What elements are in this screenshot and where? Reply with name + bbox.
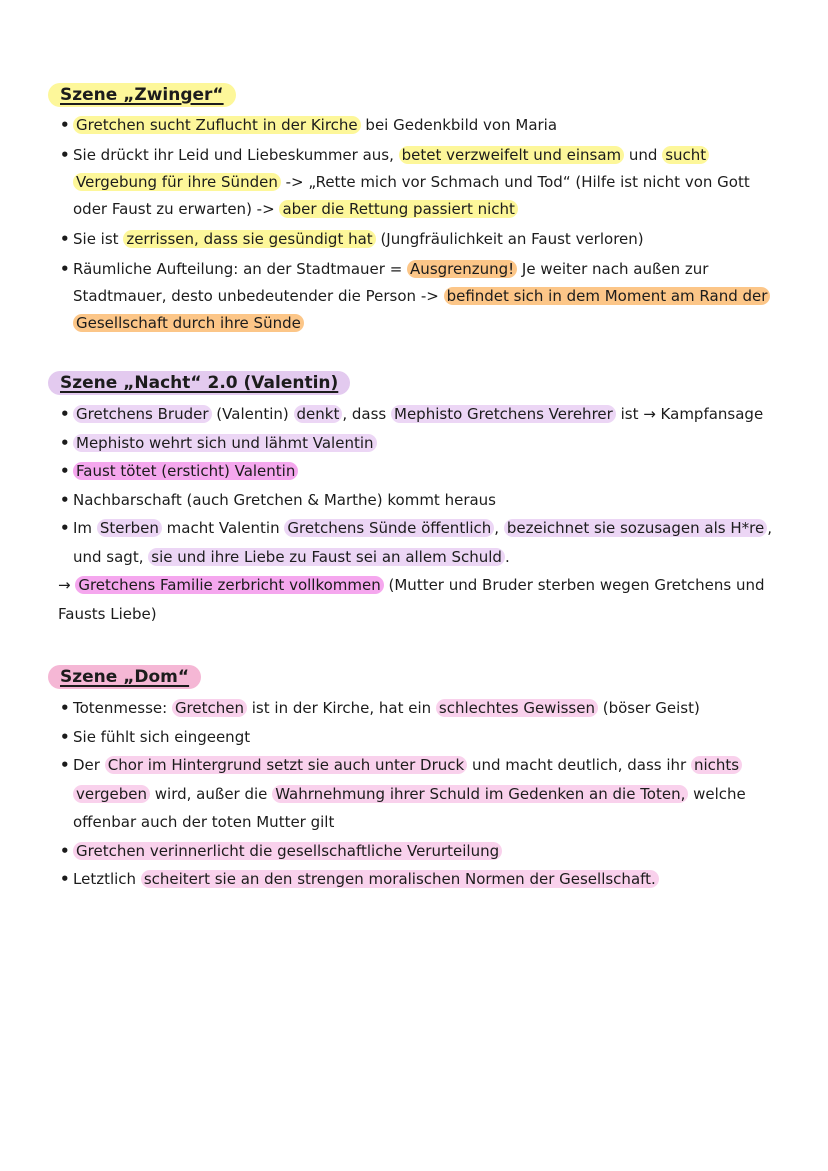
highlighted-text: Gretchen <box>172 699 247 717</box>
highlighted-text: denkt <box>294 405 343 423</box>
list-item <box>60 487 780 513</box>
highlighted-text: Vergebung für ihre Sünden <box>73 173 281 191</box>
bullet-icon: • <box>60 433 70 452</box>
text-run: Der <box>73 756 105 774</box>
text-run: Fausts Liebe) <box>58 604 157 623</box>
highlighted-text: Gretchens Familie zerbricht vollkommen <box>75 576 383 594</box>
list-item <box>60 515 780 541</box>
text-run: Nachbarschaft (auch Gretchen & Marthe) kommt heraus <box>73 490 496 509</box>
bullet-icon: • <box>60 260 70 278</box>
text-run: wird, außer die <box>150 784 273 803</box>
list-item <box>60 401 780 427</box>
text-run: (böser Geist) <box>597 699 700 717</box>
list-item <box>60 866 780 892</box>
text-run: , <box>767 519 772 537</box>
text-run: -> „Rette mich vor Schmach und Tod“ (Hilfe ist nicht von Gott <box>280 173 750 191</box>
text-run: Sie fühlt sich eingeengt <box>73 727 251 746</box>
text-run: Sie drückt ihr Leid und Liebeskummer aus, <box>73 146 399 164</box>
list-item-continuation <box>73 196 518 222</box>
bullet-icon: • <box>60 870 70 888</box>
text-run: Räumliche Aufteilung: an der Stadtmauer = <box>73 260 408 278</box>
highlighted-text: Gretchen verinnerlicht die gesellschaftliche Verurteilung <box>73 842 502 860</box>
text-run: Im <box>73 519 97 537</box>
bullet-icon: • <box>60 230 70 248</box>
text-run: (Valentin) <box>211 405 294 423</box>
highlighted-text: aber die Rettung passiert nicht <box>279 200 517 218</box>
text-run: macht Valentin <box>161 519 285 537</box>
text-run: → <box>58 576 76 594</box>
list-item-continuation <box>73 169 750 195</box>
highlighted-text: Gesellschaft durch ihre Sünde <box>73 314 304 332</box>
list-item-continuation <box>73 781 746 807</box>
text-run: oder Faust zu erwarten) -> <box>73 200 280 218</box>
bullet-icon: • <box>60 405 70 423</box>
text-run: , <box>494 519 504 537</box>
highlighted-text: betet verzweifelt und einsam <box>399 146 624 164</box>
bullet-icon: • <box>60 462 70 480</box>
text-run: ist in der Kirche, hat ein <box>247 699 436 717</box>
list-item-continuation <box>73 544 510 570</box>
text-run: und macht deutlich, dass ihr <box>467 756 691 774</box>
list-item <box>60 838 780 864</box>
highlighted-text: Ausgrenzung! <box>407 260 517 278</box>
highlighted-text: nichts <box>691 756 742 774</box>
text-run: und sagt, <box>73 547 149 566</box>
heading-szene-zwinger: Szene „Zwinger“ <box>48 83 236 107</box>
list-item <box>60 430 780 456</box>
highlighted-text: Gretchens Bruder <box>73 405 212 423</box>
text-run: Je weiter nach außen zur <box>517 260 709 278</box>
text-run: Totenmesse: <box>73 699 172 717</box>
text-run: bei Gedenkbild von Maria <box>360 116 558 134</box>
list-item <box>60 112 780 138</box>
bullet-icon: • <box>60 841 70 860</box>
highlighted-text: Gretchen sucht Zuflucht in der Kirche <box>73 116 361 134</box>
highlighted-text: vergeben <box>73 785 150 803</box>
list-item-continuation <box>73 310 304 336</box>
list-item <box>60 226 780 252</box>
highlighted-text: befindet sich in dem Moment am Rand der <box>444 287 771 305</box>
list-item <box>60 458 780 484</box>
highlighted-text: Wahrnehmung ihrer Schuld im Gedenken an die Toten, <box>272 785 688 803</box>
text-run: welche <box>688 784 746 803</box>
text-run: Stadtmauer, desto unbedeutender die Person -> <box>73 287 444 305</box>
text-run: ist → Kampfansage <box>615 405 764 423</box>
heading-szene-nacht: Szene „Nacht“ 2.0 (Valentin) <box>48 371 350 395</box>
list-item <box>60 695 780 721</box>
bullet-icon: • <box>60 146 70 164</box>
text-run: . <box>504 547 510 566</box>
list-item <box>60 256 780 282</box>
highlighted-text: Faust tötet (ersticht) Valentin <box>73 462 298 480</box>
list-item-continuation <box>73 283 770 309</box>
list-item <box>60 724 780 750</box>
bullet-icon: • <box>60 727 70 746</box>
list-item-continuation <box>73 809 334 835</box>
text-run: (Mutter und Bruder sterben wegen Gretchens und <box>383 576 765 594</box>
bullet-icon: • <box>60 519 70 537</box>
bullet-icon: • <box>60 116 70 134</box>
bullet-icon: • <box>60 756 70 774</box>
text-run: und <box>624 146 663 164</box>
bullet-icon: • <box>60 699 70 717</box>
list-item-continuation <box>58 572 765 598</box>
highlighted-text: Sterben <box>97 519 162 537</box>
highlighted-text: zerrissen, dass sie gesündigt hat <box>123 230 375 248</box>
highlighted-text: Gretchens Sünde öffentlich <box>284 519 494 537</box>
text-run: (Jungfräulichkeit an Faust verloren) <box>375 230 644 248</box>
text-run: Sie ist <box>73 230 124 248</box>
bullet-icon: • <box>60 490 70 509</box>
list-item-continuation <box>58 601 157 627</box>
highlighted-text: Chor im Hintergrund setzt sie auch unter Druck <box>105 756 467 774</box>
list-item <box>60 142 780 168</box>
highlighted-text: sucht <box>662 146 709 164</box>
highlighted-text: sie und ihre Liebe zu Faust sei an allem Schuld <box>148 548 505 566</box>
text-run: Letztlich <box>73 870 141 888</box>
text-run: offenbar auch der toten Mutter gilt <box>73 813 335 831</box>
highlighted-text: bezeichnet sie sozusagen als H*re <box>504 519 767 537</box>
heading-szene-dom: Szene „Dom“ <box>48 665 201 689</box>
highlighted-text: Mephisto Gretchens Verehrer <box>391 405 616 423</box>
highlighted-text: Mephisto wehrt sich und lähmt Valentin <box>73 434 377 452</box>
list-item <box>60 752 780 778</box>
highlighted-text: scheitert sie an den strengen moralischen Normen der Gesellschaft. <box>141 870 659 888</box>
text-run: , dass <box>342 405 392 423</box>
highlighted-text: schlechtes Gewissen <box>436 699 598 717</box>
